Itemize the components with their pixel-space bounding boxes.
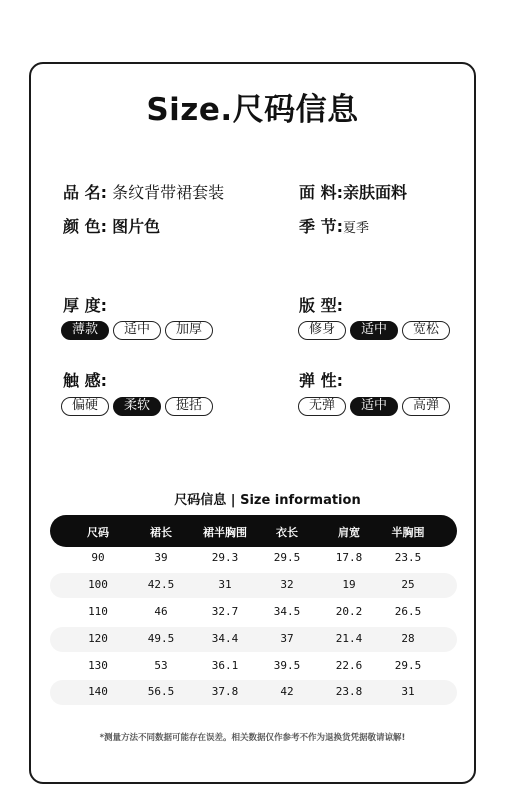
header-cell: 肩宽 [338, 526, 360, 539]
table-cell: 26.5 [394, 605, 422, 618]
product-fabric-label: 面 料 [299, 183, 337, 202]
thickness-option[interactable]: 适中 [113, 321, 161, 340]
size-table-header [50, 515, 457, 547]
thickness-options [61, 321, 213, 340]
header-cell: 裙半胸围 [203, 526, 247, 539]
product-fabric-sep: : [336, 183, 343, 202]
table-row [50, 627, 457, 652]
product-name-sep: : [100, 183, 107, 202]
table-cell: 56.5 [147, 685, 175, 698]
table-row [50, 680, 457, 705]
table-cell: 37 [280, 632, 294, 645]
table-cell: 21.4 [335, 632, 363, 645]
table-cell: 25 [401, 578, 415, 591]
product-name-value: 条纹背带裙套装 [112, 183, 225, 202]
product-season-value: 夏季 [342, 221, 369, 236]
fit-options [298, 321, 450, 340]
touch-label: 触 感: [63, 371, 107, 390]
table-cell: 34.4 [211, 632, 239, 645]
table-cell: 20.2 [335, 605, 363, 618]
table-cell: 17.8 [335, 551, 363, 564]
table-row [50, 654, 457, 679]
product-season-label: 季 节 [299, 217, 337, 236]
table-cell: 36.1 [211, 659, 239, 672]
elastic-option[interactable]: 适中 [350, 397, 398, 416]
touch-option[interactable]: 偏硬 [61, 397, 109, 416]
table-cell: 49.5 [147, 632, 175, 645]
fit-option[interactable]: 宽松 [402, 321, 450, 340]
table-cell: 39 [154, 551, 168, 564]
product-fabric-field [299, 180, 407, 203]
elastic-option[interactable]: 高弹 [402, 397, 450, 416]
elastic-option[interactable]: 无弹 [298, 397, 346, 416]
table-cell: 29.5 [273, 551, 301, 564]
header-cell: 半胸围 [391, 526, 425, 539]
table-cell: 42.5 [147, 578, 175, 591]
table-cell: 32 [280, 578, 294, 591]
fit-option[interactable]: 修身 [298, 321, 346, 340]
elastic-label: 弹 性: [299, 371, 343, 390]
table-cell: 100 [88, 578, 108, 591]
product-name-field [63, 180, 224, 203]
table-cell: 32.7 [211, 605, 239, 618]
touch-options [61, 397, 213, 416]
touch-option[interactable]: 柔软 [113, 397, 161, 416]
table-cell: 39.5 [273, 659, 301, 672]
header-cell: 衣长 [276, 526, 298, 539]
thickness-option[interactable]: 加厚 [165, 321, 213, 340]
table-cell: 19 [342, 578, 356, 591]
fit-label: 版 型: [299, 296, 343, 315]
thickness-option[interactable]: 薄款 [61, 321, 109, 340]
touch-option[interactable]: 挺括 [165, 397, 213, 416]
table-cell: 110 [88, 605, 108, 618]
fit-option[interactable]: 适中 [350, 321, 398, 340]
table-row [50, 600, 457, 625]
table-cell: 31 [401, 685, 415, 698]
table-cell: 23.5 [394, 551, 422, 564]
table-cell: 29.3 [211, 551, 239, 564]
product-name-label: 品 名 [63, 183, 101, 202]
table-cell: 29.5 [394, 659, 422, 672]
table-cell: 28 [401, 632, 415, 645]
table-row [50, 546, 457, 571]
table-cell: 120 [88, 632, 108, 645]
table-cell: 22.6 [335, 659, 363, 672]
product-season-sep: : [336, 217, 343, 236]
table-cell: 42 [280, 685, 294, 698]
product-fabric-value: 亲肤面料 [342, 183, 407, 202]
header-cell: 裙长 [150, 526, 172, 539]
table-cell: 90 [91, 551, 105, 564]
measurement-footnote: *测量方法不同数据可能存在误差。相关数据仅作参考不作为退换货凭据敬请谅解! [99, 733, 406, 743]
thickness-label: 厚 度: [63, 296, 107, 315]
table-cell: 31 [218, 578, 232, 591]
table-cell: 23.8 [335, 685, 363, 698]
product-color-sep: : [100, 217, 107, 236]
product-color-field [63, 214, 160, 237]
product-season-field [299, 214, 369, 237]
size-table-title: 尺码信息 | Size information [174, 493, 361, 508]
product-color-label: 颜 色 [63, 217, 101, 236]
product-color-value: 图片色 [112, 217, 161, 236]
table-cell: 37.8 [211, 685, 239, 698]
table-row [50, 573, 457, 598]
table-cell: 53 [154, 659, 168, 672]
table-cell: 46 [154, 605, 168, 618]
elastic-options [298, 397, 450, 416]
table-cell: 140 [88, 685, 108, 698]
table-cell: 130 [88, 659, 108, 672]
page-title: Size.尺码信息 [146, 92, 359, 128]
table-cell: 34.5 [273, 605, 301, 618]
header-cell: 尺码 [87, 526, 109, 539]
